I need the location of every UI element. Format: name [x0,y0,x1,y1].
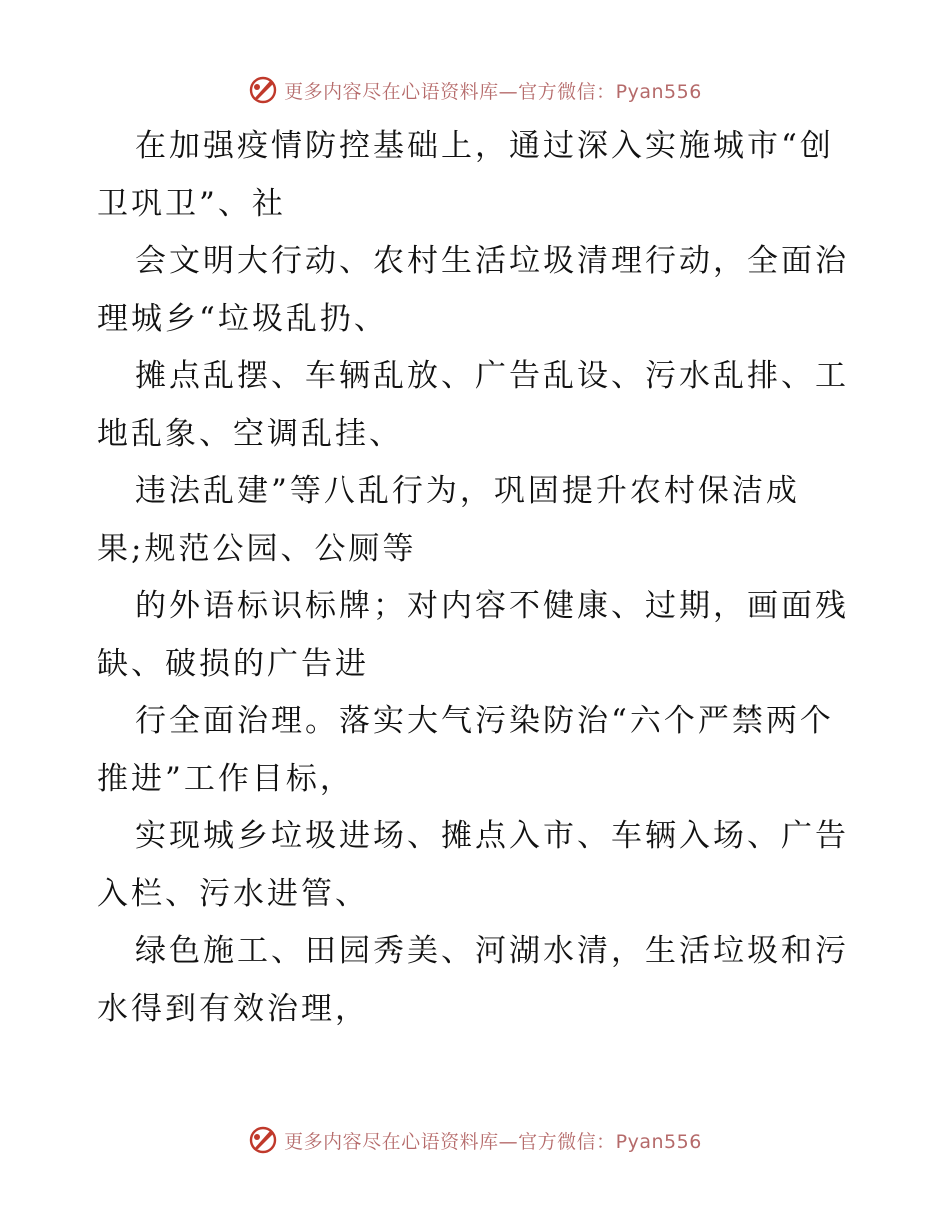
document-body [97,118,857,1038]
quill-logo-icon [248,1125,278,1155]
paragraph-line: 理城乡“垃圾乱扔、 [97,300,388,337]
watermark-text: 更多内容尽在心语资料库—官方微信：Pyan556 [284,1130,702,1153]
paragraph-line: 违法乱建”等八乱行为，巩固提升农村保洁成 [135,473,800,509]
paragraph [97,348,857,463]
paragraph [97,923,857,1038]
paragraph-line: 摊点乱摆、车辆乱放、广告乱设、污水乱排、工 [135,358,849,394]
paragraph-line: 卫巩卫”、社 [97,185,286,222]
paragraph-line: 实现城乡垃圾进场、摊点入市、车辆入场、广告 [135,818,849,854]
paragraph-line: 绿色施工、田园秀美、河湖水清，生活垃圾和污 [135,933,849,969]
paragraph-line: 的外语标识标牌；对内容不健康、过期，画面残 [135,588,849,624]
paragraph-line: 果;规范公园、公厕等 [97,530,417,567]
paragraph [97,693,857,808]
paragraph-line: 推进”工作目标， [97,760,354,797]
paragraph-line: 在加强疫情防控基础上，通过深入实施城市“创 [135,128,834,164]
paragraph-line: 缺、破损的广告进 [97,645,369,682]
footer-watermark [0,1120,950,1160]
paragraph-line: 行全面治理。落实大气污染防治“六个严禁两个 [135,703,834,739]
paragraph [97,233,857,348]
quill-logo-icon [248,75,278,105]
paragraph [97,463,857,578]
paragraph [97,118,857,233]
paragraph [97,808,857,923]
header-watermark [0,70,950,110]
paragraph-line: 地乱象、空调乱挂、 [97,415,403,452]
watermark-text: 更多内容尽在心语资料库—官方微信：Pyan556 [284,80,702,103]
paragraph-line: 入栏、污水进管、 [97,875,369,912]
paragraph [97,578,857,693]
paragraph-line: 会文明大行动、农村生活垃圾清理行动，全面治 [135,243,849,279]
paragraph-line: 水得到有效治理， [97,990,369,1027]
